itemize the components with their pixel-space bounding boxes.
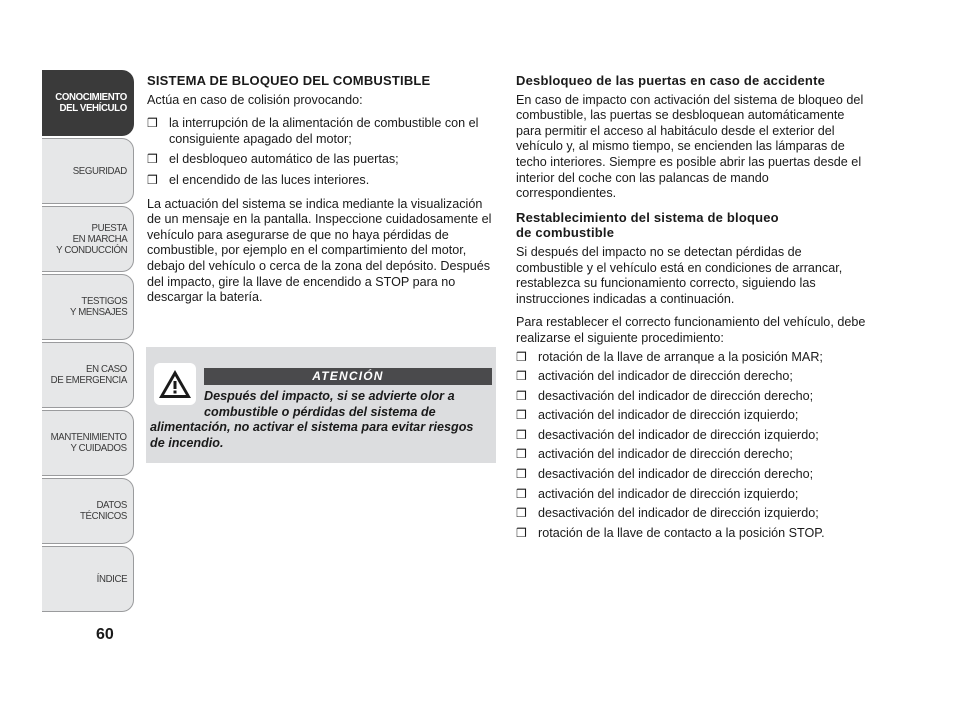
- warning-box: [146, 347, 496, 463]
- checkbox-bullet-icon: ❒: [147, 152, 158, 167]
- list-item: ❒ la interrupción de la alimentación de combustible con el consiguiente apagado del motor;: [147, 116, 479, 146]
- list-item: ❒ rotación de la llave de arranque a la posición MAR;: [516, 349, 823, 364]
- warning-text: [150, 389, 490, 451]
- tab-conocimiento-del-vehiculo[interactable]: [42, 70, 134, 136]
- heading-line: de combustible: [516, 225, 615, 241]
- heading-line: Restablecimiento del sistema de bloqueo: [516, 209, 779, 225]
- tab-label: MANTENIMIENTO Y CUIDADOS: [50, 431, 127, 454]
- tab-label: CONOCIMIENTO DEL VEHÍCULO: [55, 91, 127, 114]
- section-heading: Desbloqueo de las puertas en caso de accidente: [516, 73, 826, 88]
- checkbox-bullet-icon: ❒: [516, 427, 527, 442]
- list-item: ❒ activación del indicador de dirección derecho;: [516, 369, 793, 384]
- tab-testigos-y-mensajes[interactable]: [42, 274, 134, 340]
- right-column: [516, 73, 866, 549]
- list-item: ❒ desactivación del indicador de dirección derecho;: [516, 388, 814, 403]
- tab-label: DATOS TÉCNICOS: [80, 499, 127, 522]
- tab-indice[interactable]: [42, 546, 134, 612]
- sidebar-nav: [42, 70, 134, 614]
- checkbox-bullet-icon: ❒: [147, 172, 158, 187]
- tab-en-caso-de-emergencia[interactable]: [42, 342, 134, 408]
- checkbox-bullet-icon: ❒: [516, 408, 527, 423]
- tab-mantenimiento[interactable]: [42, 410, 134, 476]
- tab-label: EN CASO DE EMERGENCIA: [50, 363, 127, 386]
- tab-label: ÍNDICE: [96, 572, 127, 585]
- list-item: ❒ rotación de la llave de contacto a la posición STOP.: [516, 525, 825, 540]
- checkbox-bullet-icon: ❒: [516, 506, 527, 521]
- checkbox-bullet-icon: ❒: [516, 486, 527, 501]
- tab-label: PUESTA EN MARCHA Y CONDUCCIÓN: [55, 221, 127, 256]
- tab-label: SEGURIDAD: [72, 164, 127, 177]
- list-item: ❒ desactivación del indicador de dirección izquierdo;: [516, 506, 819, 521]
- section-heading: [516, 210, 866, 241]
- intro-text: Actúa en caso de colisión provocando:: [147, 92, 363, 107]
- body-paragraph: Para restablecer el correcto funcionamiento del vehículo, debe realizarse el siguiente procedimiento:: [516, 315, 866, 345]
- warning-text-line1: Después del impacto, si se advierte olor a combustible o pérdidas del sistema de: [204, 389, 455, 419]
- tab-seguridad[interactable]: [42, 138, 134, 204]
- list-item: ❒ desactivación del indicador de dirección derecho;: [516, 467, 814, 482]
- effects-list: [147, 116, 497, 188]
- section-heading: SISTEMA DE BLOQUEO DEL COMBUSTIBLE: [147, 73, 431, 88]
- checkbox-bullet-icon: ❒: [516, 525, 527, 540]
- body-paragraph: Si después del impacto no se detectan pérdidas de combustible y el vehículo está en condiciones de arrancar, restablezca su funcionamiento correcto, siguiendo las instrucciones indicadas a continuación.: [516, 244, 843, 306]
- body-paragraph: La actuación del sistema se indica mediante la visualización de un mensaje en la pantalla. Inspeccione cuidadosamente el vehículo para asegurarse de que no haya pérdidas de combustible, por ejemplo en el compartimiento del motor, debajo del vehículo o cerca de la zona del depósito. Después del impacto, gire la llave de encendido a STOP para no descargar la batería.: [147, 196, 492, 305]
- checkbox-bullet-icon: ❒: [147, 116, 158, 131]
- checkbox-bullet-icon: ❒: [516, 388, 527, 403]
- list-item: ❒ desactivación del indicador de dirección izquierdo;: [516, 427, 819, 442]
- left-column: [147, 73, 497, 314]
- checkbox-bullet-icon: ❒: [516, 467, 527, 482]
- tab-puesta-en-marcha[interactable]: [42, 206, 134, 272]
- checkbox-bullet-icon: ❒: [516, 447, 527, 462]
- list-item: ❒ el encendido de las luces interiores.: [147, 172, 370, 187]
- tab-label: TESTIGOS Y MENSAJES: [69, 295, 127, 318]
- tab-datos-tecnicos[interactable]: [42, 478, 134, 544]
- checkbox-bullet-icon: ❒: [516, 369, 527, 384]
- list-item: ❒ activación del indicador de dirección derecho;: [516, 447, 793, 462]
- body-paragraph: En caso de impacto con activación del sistema de bloqueo del combustible, las puertas se desbloquean automáticamente para permitir el acceso al habitáculo desde el exterior del vehículo y, al mismo tiempo, se encienden las lámparas de techo interiores. Siempre es posible abrir las puertas desde el interior del coche con las palancas de mando correspondientes.: [516, 92, 864, 201]
- list-item: ❒ el desbloqueo automático de las puertas;: [147, 152, 399, 167]
- list-item: ❒ activación del indicador de dirección izquierdo;: [516, 408, 799, 423]
- list-item: ❒ activación del indicador de dirección izquierdo;: [516, 486, 799, 501]
- procedure-list: [516, 350, 866, 542]
- page-number: 60: [96, 626, 114, 643]
- checkbox-bullet-icon: ❒: [516, 349, 527, 364]
- warning-title: ATENCIÓN: [204, 368, 492, 385]
- warning-text-line2: alimentación, no activar el sistema para evitar riesgos de incendio.: [150, 420, 474, 450]
